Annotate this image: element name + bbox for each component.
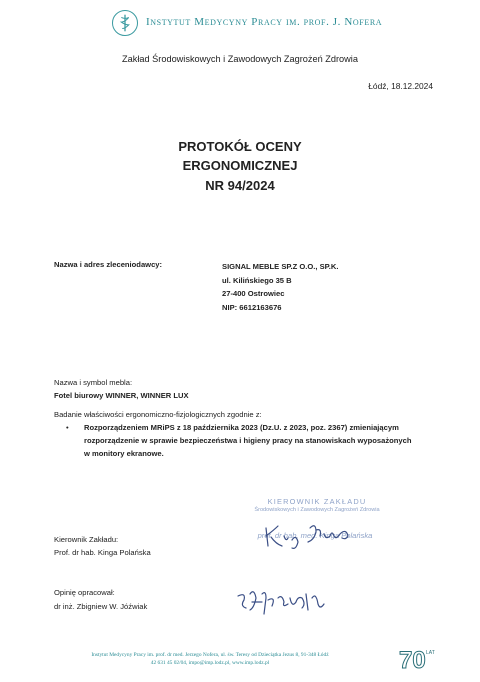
bullet-dot: •	[66, 423, 69, 432]
title-line-1: PROTOKÓŁ OCENY	[178, 139, 302, 154]
furniture-value: Fotel biurowy WINNER, WINNER LUX	[54, 391, 189, 400]
title-line-3: NR 94/2024	[205, 178, 275, 193]
author-signature	[232, 584, 340, 620]
head-name: Prof. dr hab. Kinga Polańska	[54, 548, 151, 557]
head-signature	[262, 518, 358, 552]
footer	[60, 651, 360, 667]
client-name: SIGNAL MEBLE SP.Z O.O., SP.K.	[222, 262, 339, 271]
footer-address: Instytut Medycyny Pracy im. prof. dr med. Jerzego Nofera, ul. św. Teresy od Dzieciątka Jezus 8, 91-348 Łódź	[91, 652, 329, 658]
title-line-2: ERGONOMICZNEJ	[182, 158, 298, 173]
institute-name: Instytut Medycyny Pracy im. prof. J. Nofera	[146, 16, 383, 28]
client-city: 27-400 Ostrowiec	[222, 289, 285, 298]
client-street: ul. Kilińskiego 35 B	[222, 275, 292, 285]
testing-intro: Badanie właściwości ergonomiczno-fizjologicznych zgodnie z:	[54, 410, 262, 419]
stamp-department: Środowiskowych i Zawodowych Zagrożeń Zdrowia	[254, 507, 380, 513]
stamp-name: prof. dr hab. med. Kinga Polańska	[257, 531, 373, 540]
head-label: Kierownik Zakładu:	[54, 535, 119, 544]
anniversary-icon	[398, 645, 438, 671]
prepared-by-label: Opinię opracował:	[54, 588, 115, 597]
client-address	[222, 260, 338, 314]
department-name: Zakład Środowiskowych i Zawodowych Zagrożeń Zdrowia	[122, 54, 358, 64]
prepared-by-name: dr inż. Zbigniew W. Jóźwiak	[54, 602, 148, 611]
badge-text: LAT	[426, 650, 435, 656]
institute-logo	[112, 10, 138, 36]
client-label: Nazwa i adres zleceniodawcy:	[54, 260, 163, 269]
testing-bullet-line-2: rozporządzenie w sprawie bezpieczeństwa i higieny pracy na stanowiskach wyposażonych	[84, 436, 412, 445]
testing-bullet-line-1: Rozporządzeniem MRiPS z 18 października 2023 (Dz.U. z 2023, poz. 2367) zmieniającym	[84, 423, 399, 432]
furniture-label: Nazwa i symbol mebla:	[54, 378, 133, 387]
client-nip: NIP: 6612163676	[222, 302, 282, 312]
anniversary-badge	[398, 645, 438, 671]
stamp-title: KIEROWNIK ZAKŁADU	[267, 497, 367, 506]
testing-bullet-line-3: w monitory ekranowe.	[84, 449, 164, 458]
footer-contact: 42 631 45 02/04, impo@imp.lodz.pl, www.imp.lodz.pl	[150, 660, 270, 666]
document-date: Łódź, 18.12.2024	[368, 81, 433, 91]
caduceus-icon	[113, 11, 137, 35]
badge-number: 70	[399, 647, 426, 671]
